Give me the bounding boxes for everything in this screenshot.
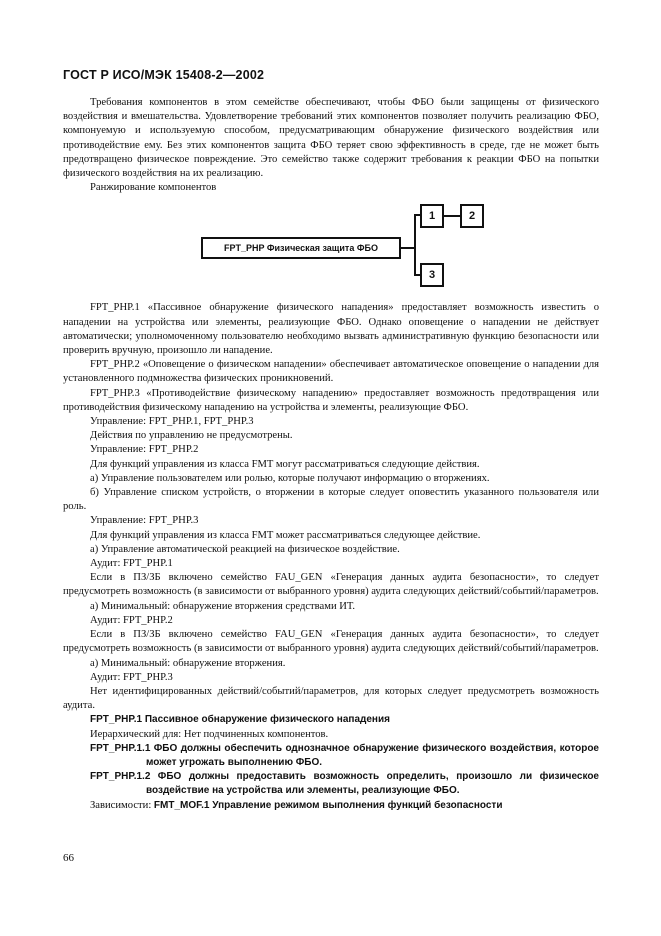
paragraph: Аудит: FPT_PHP.2 — [90, 614, 173, 626]
connector-line — [414, 214, 416, 275]
intro-paragraph: Требования компонентов в этом семействе обеспечивают, чтобы ФБО были защищены от физического воздействия и вмешательства. Удовлетворение требований этих компонентов позволяет получить реализацию ФБО, компонуемую и используемую способом, предусматривающим обнаружение физического воздействия или противодействие ему. Без этих компонентов защита ФБО теряет свою эффективность в среде, где не может быть предотвращено физическое повреждение. Это семейство также содержит требования к реакции ФБО на попытки физического воздействия на их реализацию. — [63, 97, 599, 180]
dependencies — [63, 799, 599, 813]
component-hierarchy: Иерархический для: Нет подчиненных компонентов. — [90, 728, 329, 740]
ranking-label: Ранжирование компонентов — [90, 182, 217, 194]
element-1-text: ФБО должны обеспечить однозначное обнаружение физического воздействия, которое может угрожать выполнению ФБО. — [146, 742, 599, 768]
paragraph: FPT_PHP.1 «Пассивное обнаружение физического нападения» предоставляет возможность известить о нападении на устройства или элементы, реализующие ФБО. Однако оповещение о нападении не действует автоматически; уполномоченному пользователю необходимо вызвать административную функцию безопасности или проверить вручную, произошло ли нападение. — [63, 302, 599, 357]
paragraph: Действия по управлению не предусмотрены. — [90, 430, 293, 442]
component-title — [63, 713, 599, 727]
paragraph: FPT_PHP.2 «Оповещение о физическом нападении» обеспечивает автоматическое оповещение о нападении для установленного подмножества физических проникновений. — [63, 359, 599, 385]
component-ranking-diagram — [63, 199, 599, 291]
paragraph: Аудит: FPT_PHP.1 — [90, 558, 173, 570]
dependencies-label: Зависимости: — [90, 799, 152, 811]
document-header: ГОСТ Р ИСО/МЭК 15408-2—2002 — [63, 68, 265, 82]
component-box-1: 1 — [420, 204, 444, 228]
dependencies-value: FMT_MOF.1 Управление режимом выполнения функций безопасности — [153, 799, 503, 811]
element-1 — [63, 742, 599, 770]
paragraph: Аудит: FPT_PHP.3 — [90, 671, 173, 683]
paragraph: Если в ПЗ/ЗБ включено семейство FAU_GEN «Генерация данных аудита безопасности», то следует предусмотреть возможность (в зависимости от выбранного уровня) аудита следующих действий/событий/параметров. — [63, 629, 599, 655]
component-title-text: FPT_PHP.1 Пассивное обнаружение физического нападения — [90, 714, 390, 726]
paragraph: Управление: FPT_PHP.2 — [90, 444, 199, 456]
document-body — [63, 96, 599, 813]
paragraph: а) Управление пользователем или ролью, которые получают информацию о вторжениях. — [90, 472, 490, 484]
paragraph: FPT_PHP.3 «Противодействие физическому нападению» предоставляет возможность предотвращения или противодействия физическому нападению на устройства и элементы, реализующие ФБО. — [63, 387, 599, 413]
element-2-id: FPT_PHP.1.2 — [90, 771, 151, 783]
paragraph: б) Управление списком устройств, о вторжении в которые следует оповестить указанного пользователя или роль. — [63, 487, 599, 513]
paragraph: Для функций управления из класса FMT может рассматриваться следующее действие. — [90, 529, 481, 541]
paragraph: а) Минимальный: обнаружение вторжения средствами ИТ. — [90, 600, 355, 612]
element-1-id: FPT_PHP.1.1 — [90, 742, 151, 754]
family-box: FPT_PHP Физическая защита ФБО — [201, 237, 401, 259]
paragraph: а) Минимальный: обнаружение вторжения. — [90, 657, 286, 669]
component-box-2: 2 — [460, 204, 484, 228]
paragraph: Для функций управления из класса FMT могут рассматриваться следующие действия. — [90, 458, 480, 470]
element-2-text: ФБО должны предоставить возможность определить, произошло ли физическое воздействие на устройства или элементы, реализующие ФБО. — [146, 771, 599, 797]
component-box-3: 3 — [420, 263, 444, 287]
paragraph: Если в ПЗ/ЗБ включено семейство FAU_GEN «Генерация данных аудита безопасности», то следует предусмотреть возможность (в зависимости от выбранного уровня) аудита следующих действий/событий/параметров. — [63, 572, 599, 598]
connector-line — [444, 215, 460, 217]
paragraph: Управление: FPT_PHP.1, FPT_PHP.3 — [90, 416, 254, 428]
paragraph: а) Управление автоматической реакцией на физическое воздействие. — [90, 543, 400, 555]
page-number: 66 — [63, 852, 74, 864]
connector-line — [401, 247, 415, 249]
element-2 — [63, 770, 599, 798]
paragraph: Управление: FPT_PHP.3 — [90, 515, 199, 527]
paragraph: Нет идентифицированных действий/событий/параметров, для которых следует предусмотреть возможность аудита. — [63, 685, 599, 712]
